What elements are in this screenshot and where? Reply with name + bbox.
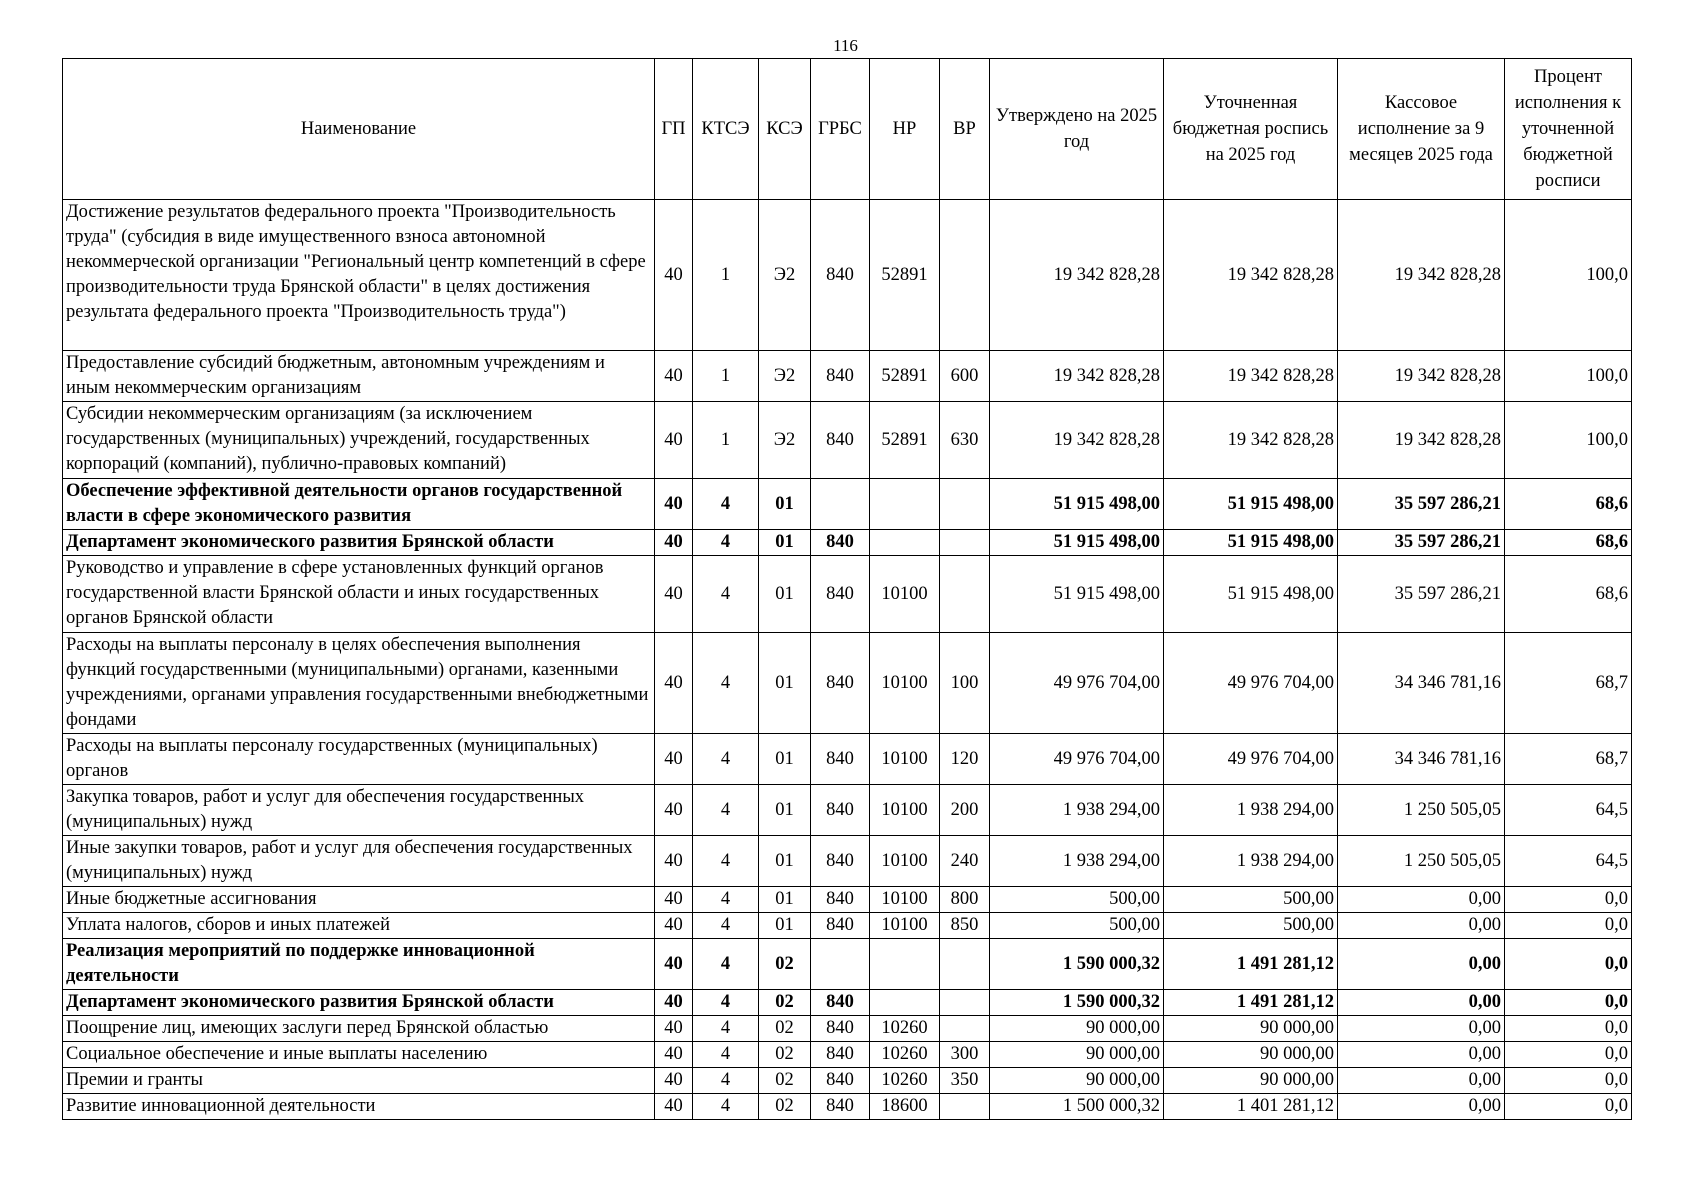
row-nr: 10100 [870, 836, 940, 887]
row-refined: 1 938 294,00 [1164, 836, 1338, 887]
row-approved: 19 342 828,28 [990, 402, 1164, 479]
row-cash: 35 597 286,21 [1338, 530, 1505, 556]
table-row [63, 990, 1632, 1016]
row-cash: 19 342 828,28 [1338, 200, 1505, 351]
row-nr [870, 530, 940, 556]
row-refined: 51 915 498,00 [1164, 556, 1338, 633]
page-number: 116 [833, 36, 858, 55]
row-refined: 49 976 704,00 [1164, 633, 1338, 734]
row-approved: 19 342 828,28 [990, 351, 1164, 402]
row-approved: 1 590 000,32 [990, 939, 1164, 990]
row-refined: 1 938 294,00 [1164, 785, 1338, 836]
row-percent: 64,5 [1505, 836, 1632, 887]
row-name: Субсидии некоммерческим организациям (за исключением государственных (муниципальных) учреждений, государственных корпораций (компаний), публично-правовых компаний) [63, 402, 655, 479]
row-approved: 51 915 498,00 [990, 530, 1164, 556]
row-nr [870, 990, 940, 1016]
row-vr [940, 990, 990, 1016]
row-cash: 34 346 781,16 [1338, 633, 1505, 734]
row-grbs: 840 [811, 1068, 870, 1094]
row-approved: 500,00 [990, 887, 1164, 913]
row-nr: 10100 [870, 913, 940, 939]
row-cash: 34 346 781,16 [1338, 734, 1505, 785]
row-nr: 52891 [870, 402, 940, 479]
row-grbs: 840 [811, 1042, 870, 1068]
header-gp: ГП [655, 59, 693, 200]
header-kse: КСЭ [759, 59, 811, 200]
row-ktse: 4 [693, 556, 759, 633]
row-gp: 40 [655, 939, 693, 990]
row-ktse: 1 [693, 402, 759, 479]
row-vr: 200 [940, 785, 990, 836]
row-vr: 120 [940, 734, 990, 785]
row-percent: 68,6 [1505, 556, 1632, 633]
row-nr: 10100 [870, 734, 940, 785]
row-nr: 10100 [870, 633, 940, 734]
row-grbs: 840 [811, 1016, 870, 1042]
row-gp: 40 [655, 785, 693, 836]
row-gp: 40 [655, 1068, 693, 1094]
row-grbs: 840 [811, 1094, 870, 1120]
row-refined: 90 000,00 [1164, 1016, 1338, 1042]
row-gp: 40 [655, 402, 693, 479]
row-percent: 0,0 [1505, 913, 1632, 939]
row-gp: 40 [655, 836, 693, 887]
row-gp: 40 [655, 734, 693, 785]
row-name: Реализация мероприятий по поддержке инновационной деятельности [63, 939, 655, 990]
table-row [63, 479, 1632, 530]
row-vr: 800 [940, 887, 990, 913]
row-vr [940, 1016, 990, 1042]
row-percent: 0,0 [1505, 887, 1632, 913]
row-refined: 19 342 828,28 [1164, 200, 1338, 351]
row-percent: 100,0 [1505, 200, 1632, 351]
row-percent: 0,0 [1505, 1016, 1632, 1042]
row-nr: 10260 [870, 1042, 940, 1068]
row-grbs [811, 479, 870, 530]
row-approved: 90 000,00 [990, 1016, 1164, 1042]
row-grbs: 840 [811, 836, 870, 887]
row-refined: 90 000,00 [1164, 1068, 1338, 1094]
row-percent: 0,0 [1505, 1042, 1632, 1068]
row-refined: 51 915 498,00 [1164, 530, 1338, 556]
table-row [63, 734, 1632, 785]
row-grbs: 840 [811, 785, 870, 836]
row-kse: Э2 [759, 402, 811, 479]
row-ktse: 4 [693, 1042, 759, 1068]
header-vr: ВР [940, 59, 990, 200]
table-row [63, 530, 1632, 556]
row-grbs: 840 [811, 556, 870, 633]
row-vr: 100 [940, 633, 990, 734]
row-cash: 35 597 286,21 [1338, 479, 1505, 530]
row-name: Расходы на выплаты персоналу в целях обеспечения выполнения функций государственными (муниципальными) органами, казенными учреждениями, органами управления государственными внебюджетными фондами [63, 633, 655, 734]
table-row [63, 1094, 1632, 1120]
row-grbs: 840 [811, 633, 870, 734]
row-kse: 01 [759, 556, 811, 633]
table-row [63, 836, 1632, 887]
row-gp: 40 [655, 351, 693, 402]
row-approved: 1 938 294,00 [990, 836, 1164, 887]
row-kse: Э2 [759, 351, 811, 402]
row-cash: 0,00 [1338, 939, 1505, 990]
row-vr [940, 479, 990, 530]
row-vr: 240 [940, 836, 990, 887]
row-kse: 01 [759, 633, 811, 734]
row-grbs: 840 [811, 887, 870, 913]
row-nr: 52891 [870, 351, 940, 402]
row-approved: 1 500 000,32 [990, 1094, 1164, 1120]
row-cash: 35 597 286,21 [1338, 556, 1505, 633]
row-kse: 01 [759, 836, 811, 887]
row-vr: 350 [940, 1068, 990, 1094]
row-cash: 1 250 505,05 [1338, 785, 1505, 836]
row-grbs: 840 [811, 200, 870, 351]
row-ktse: 4 [693, 887, 759, 913]
row-vr [940, 530, 990, 556]
row-gp: 40 [655, 887, 693, 913]
row-approved: 49 976 704,00 [990, 734, 1164, 785]
table-row [63, 1016, 1632, 1042]
row-nr: 52891 [870, 200, 940, 351]
row-gp: 40 [655, 633, 693, 734]
row-ktse: 4 [693, 734, 759, 785]
row-name: Уплата налогов, сборов и иных платежей [63, 913, 655, 939]
row-refined: 1 491 281,12 [1164, 939, 1338, 990]
row-kse: 01 [759, 479, 811, 530]
table-row [63, 785, 1632, 836]
row-cash: 19 342 828,28 [1338, 402, 1505, 479]
row-kse: 01 [759, 913, 811, 939]
row-kse: 02 [759, 939, 811, 990]
row-approved: 500,00 [990, 913, 1164, 939]
table-row [63, 887, 1632, 913]
row-name: Поощрение лиц, имеющих заслуги перед Брянской областью [63, 1016, 655, 1042]
row-cash: 0,00 [1338, 913, 1505, 939]
row-nr [870, 479, 940, 530]
row-name: Предоставление субсидий бюджетным, автономным учреждениям и иным некоммерческим организациям [63, 351, 655, 402]
row-percent: 100,0 [1505, 351, 1632, 402]
row-ktse: 4 [693, 479, 759, 530]
row-name: Департамент экономического развития Брянской области [63, 530, 655, 556]
table-row [63, 402, 1632, 479]
row-name: Иные бюджетные ассигнования [63, 887, 655, 913]
row-kse: 02 [759, 1016, 811, 1042]
row-percent: 0,0 [1505, 939, 1632, 990]
row-name: Социальное обеспечение и иные выплаты населению [63, 1042, 655, 1068]
budget-table [62, 58, 1632, 1120]
row-nr: 10100 [870, 556, 940, 633]
table-row [63, 633, 1632, 734]
row-percent: 64,5 [1505, 785, 1632, 836]
row-kse: 02 [759, 1094, 811, 1120]
row-gp: 40 [655, 1016, 693, 1042]
row-kse: 01 [759, 887, 811, 913]
row-name: Премии и гранты [63, 1068, 655, 1094]
row-approved: 90 000,00 [990, 1068, 1164, 1094]
row-name: Иные закупки товаров, работ и услуг для обеспечения государственных (муниципальных) нужд [63, 836, 655, 887]
row-percent: 68,6 [1505, 530, 1632, 556]
row-cash: 0,00 [1338, 1042, 1505, 1068]
row-ktse: 4 [693, 1016, 759, 1042]
row-ktse: 1 [693, 200, 759, 351]
row-refined: 500,00 [1164, 913, 1338, 939]
row-nr: 10100 [870, 785, 940, 836]
row-ktse: 4 [693, 1094, 759, 1120]
row-ktse: 4 [693, 1068, 759, 1094]
table-row [63, 1042, 1632, 1068]
row-refined: 49 976 704,00 [1164, 734, 1338, 785]
row-grbs: 840 [811, 530, 870, 556]
table-header-row [63, 59, 1632, 200]
table-row [63, 351, 1632, 402]
row-approved: 90 000,00 [990, 1042, 1164, 1068]
row-percent: 100,0 [1505, 402, 1632, 479]
row-kse: 02 [759, 1042, 811, 1068]
header-ktse: КТСЭ [693, 59, 759, 200]
row-gp: 40 [655, 1042, 693, 1068]
row-percent: 68,6 [1505, 479, 1632, 530]
row-approved: 51 915 498,00 [990, 479, 1164, 530]
row-refined: 19 342 828,28 [1164, 402, 1338, 479]
row-nr [870, 939, 940, 990]
row-approved: 51 915 498,00 [990, 556, 1164, 633]
row-grbs [811, 939, 870, 990]
row-kse: Э2 [759, 200, 811, 351]
row-kse: 01 [759, 785, 811, 836]
row-ktse: 4 [693, 990, 759, 1016]
row-name: Департамент экономического развития Брянской области [63, 990, 655, 1016]
row-gp: 40 [655, 479, 693, 530]
row-refined: 51 915 498,00 [1164, 479, 1338, 530]
row-percent: 0,0 [1505, 990, 1632, 1016]
header-percent: Процент исполнения к уточненной бюджетной росписи [1505, 59, 1632, 200]
row-grbs: 840 [811, 913, 870, 939]
row-vr: 300 [940, 1042, 990, 1068]
row-vr: 630 [940, 402, 990, 479]
row-approved: 19 342 828,28 [990, 200, 1164, 351]
row-approved: 49 976 704,00 [990, 633, 1164, 734]
row-ktse: 4 [693, 836, 759, 887]
row-nr: 10260 [870, 1016, 940, 1042]
row-percent: 0,0 [1505, 1094, 1632, 1120]
row-vr: 600 [940, 351, 990, 402]
row-gp: 40 [655, 990, 693, 1016]
row-vr: 850 [940, 913, 990, 939]
row-nr: 10260 [870, 1068, 940, 1094]
row-grbs: 840 [811, 734, 870, 785]
row-grbs: 840 [811, 351, 870, 402]
table-row [63, 1068, 1632, 1094]
row-nr: 18600 [870, 1094, 940, 1120]
row-vr [940, 200, 990, 351]
row-grbs: 840 [811, 402, 870, 479]
row-cash: 0,00 [1338, 1068, 1505, 1094]
row-vr [940, 556, 990, 633]
row-name: Обеспечение эффективной деятельности органов государственной власти в сфере экономического развития [63, 479, 655, 530]
row-gp: 40 [655, 913, 693, 939]
row-cash: 0,00 [1338, 990, 1505, 1016]
row-kse: 02 [759, 1068, 811, 1094]
row-cash: 0,00 [1338, 1094, 1505, 1120]
table-row [63, 556, 1632, 633]
row-vr [940, 939, 990, 990]
row-name: Достижение результатов федерального проекта "Производительность труда" (субсидия в виде имущественного взноса автономной некоммерческой организации "Региональный центр компетенций в сфере производительности труда Брянской области" в целях достижения результата федерального проекта "Производительность труда") [63, 200, 655, 351]
row-refined: 90 000,00 [1164, 1042, 1338, 1068]
row-gp: 40 [655, 200, 693, 351]
row-name: Расходы на выплаты персоналу государственных (муниципальных) органов [63, 734, 655, 785]
row-ktse: 4 [693, 633, 759, 734]
row-gp: 40 [655, 1094, 693, 1120]
row-refined: 1 401 281,12 [1164, 1094, 1338, 1120]
row-percent: 0,0 [1505, 1068, 1632, 1094]
row-approved: 1 590 000,32 [990, 990, 1164, 1016]
table-row [63, 939, 1632, 990]
header-nr: НР [870, 59, 940, 200]
row-refined: 19 342 828,28 [1164, 351, 1338, 402]
row-ktse: 4 [693, 939, 759, 990]
table-row [63, 913, 1632, 939]
row-cash: 19 342 828,28 [1338, 351, 1505, 402]
row-vr [940, 1094, 990, 1120]
row-name: Закупка товаров, работ и услуг для обеспечения государственных (муниципальных) нужд [63, 785, 655, 836]
row-kse: 02 [759, 990, 811, 1016]
header-cash: Кассовое исполнение за 9 месяцев 2025 года [1338, 59, 1505, 200]
row-approved: 1 938 294,00 [990, 785, 1164, 836]
row-cash: 0,00 [1338, 1016, 1505, 1042]
header-name: Наименование [63, 59, 655, 200]
row-ktse: 4 [693, 785, 759, 836]
row-cash: 1 250 505,05 [1338, 836, 1505, 887]
row-gp: 40 [655, 530, 693, 556]
row-grbs: 840 [811, 990, 870, 1016]
header-refined: Уточненная бюджетная роспись на 2025 год [1164, 59, 1338, 200]
row-nr: 10100 [870, 887, 940, 913]
row-percent: 68,7 [1505, 633, 1632, 734]
table-row [63, 200, 1632, 351]
header-approved: Утверждено на 2025 год [990, 59, 1164, 200]
row-cash: 0,00 [1338, 887, 1505, 913]
row-ktse: 4 [693, 530, 759, 556]
row-kse: 01 [759, 530, 811, 556]
row-refined: 500,00 [1164, 887, 1338, 913]
row-percent: 68,7 [1505, 734, 1632, 785]
row-ktse: 4 [693, 913, 759, 939]
row-refined: 1 491 281,12 [1164, 990, 1338, 1016]
row-kse: 01 [759, 734, 811, 785]
row-gp: 40 [655, 556, 693, 633]
row-name: Руководство и управление в сфере установленных функций органов государственной власти Брянской области и иных государственных органов Брянской области [63, 556, 655, 633]
row-ktse: 1 [693, 351, 759, 402]
row-name: Развитие инновационной деятельности [63, 1094, 655, 1120]
header-grbs: ГРБС [811, 59, 870, 200]
